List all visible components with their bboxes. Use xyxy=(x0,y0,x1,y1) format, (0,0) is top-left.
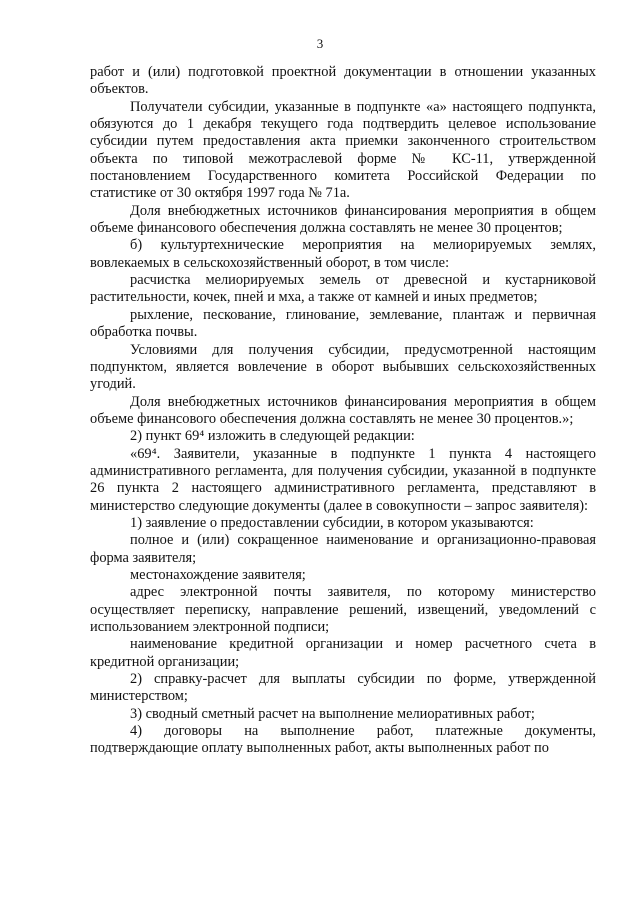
paragraph: 2) справку-расчет для выплаты субсидии по форме, утвержденной министерством; xyxy=(90,671,596,705)
document-body xyxy=(90,64,596,758)
paragraph: работ и (или) подготовкой проектной документации в отношении указанных объектов. xyxy=(90,64,596,98)
paragraph: «69⁴. Заявители, указанные в подпункте 1 пункта 4 настоящего административного регламента, для получения субсидии, указанной в подпункте 26 пункта 2 настоящего административного регламента, представляют в министерство следующие документы (далее в совокупности – запрос заявителя): xyxy=(90,445,596,514)
paragraph: наименование кредитной организации и номер расчетного счета в кредитной организации; xyxy=(90,636,596,670)
paragraph: Доля внебюджетных источников финансирования мероприятия в общем объеме финансового обеспечения должна составлять не менее 30 процентов; xyxy=(90,202,596,237)
paragraph: полное и (или) сокращенное наименование и организационно-правовая форма заявителя; xyxy=(90,532,596,566)
paragraph: 4) договоры на выполнение работ, платежные документы, подтверждающие оплату выполненных работ, акты выполненных работ по xyxy=(90,723,596,757)
paragraph: адрес электронной почты заявителя, по которому министерство осуществляет переписку, направление решений, извещений, уведомлений с использованием электронной подписи; xyxy=(90,584,596,635)
paragraph: Условиями для получения субсидии, предусмотренной настоящим подпунктом, является вовлечение в оборот выбывших сельскохозяйственных угодий. xyxy=(90,341,596,393)
paragraph: Доля внебюджетных источников финансирования мероприятия в общем объеме финансового обеспечения должна составлять не менее 30 процентов.»; xyxy=(90,393,596,427)
paragraph: 2) пункт 69⁴ изложить в следующей редакции: xyxy=(130,428,415,445)
paragraph: 3) сводный сметный расчет на выполнение мелиоративных работ; xyxy=(130,705,535,722)
paragraph: местонахождение заявителя; xyxy=(130,566,306,583)
paragraph: рыхление, пескование, глинование, землевание, плантаж и первичная обработка почвы. xyxy=(90,306,596,341)
paragraph: Получатели субсидии, указанные в подпункте «а» настоящего подпункта, обязуются до 1 декабря текущего года подтвердить целевое использование субсидии путем предоставления акта приемки законченного строительством объекта по типовой межотраслевой форме № КС-11, утвержденной постановлением Государственного комитета Российской Федерации по статистике от 30 октября 1997 года № 71а. xyxy=(90,98,596,202)
paragraph: расчистка мелиорируемых земель от древесной и кустарниковой растительности, кочек, пней и мха, а также от камней и иных предметов; xyxy=(90,272,596,306)
page-number: 3 xyxy=(316,36,324,51)
paragraph: 1) заявление о предоставлении субсидии, в котором указываются: xyxy=(130,514,534,531)
paragraph: б) культуртехнические мероприятия на мелиорируемых землях, вовлекаемых в сельскохозяйственный оборот, в том числе: xyxy=(90,237,596,271)
